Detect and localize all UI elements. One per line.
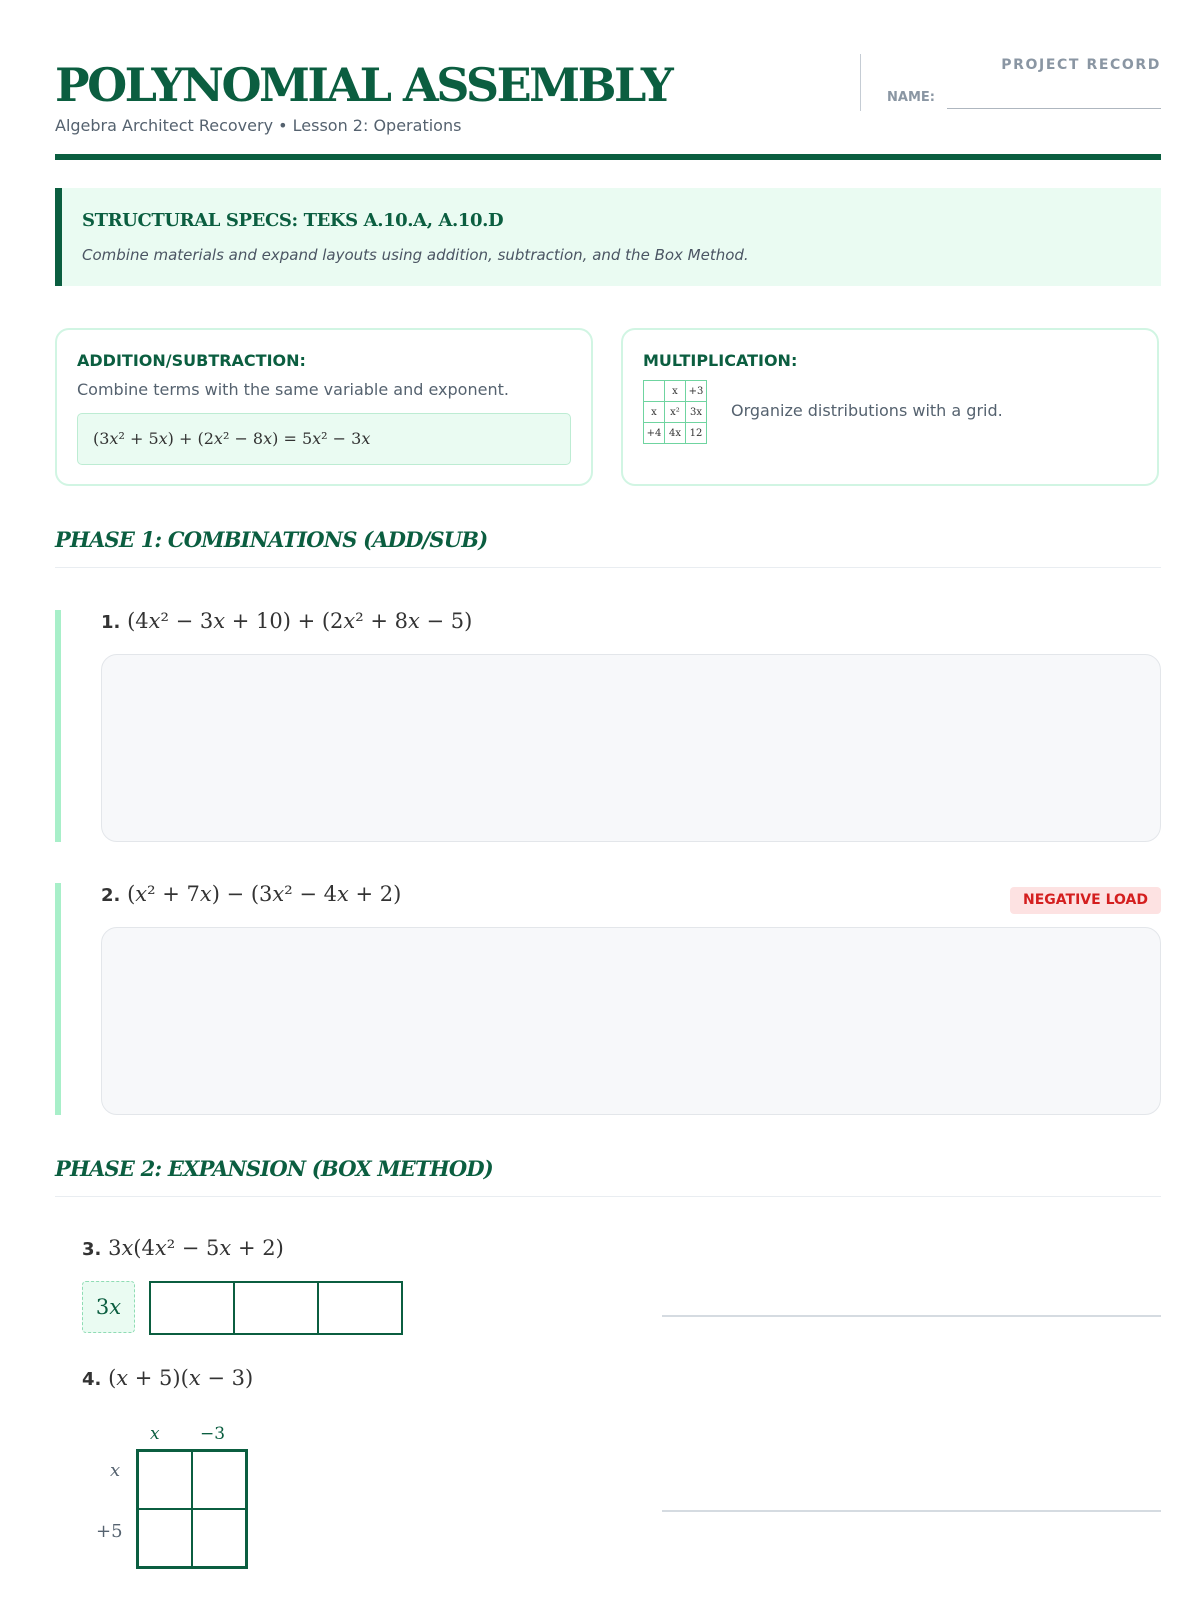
problem2-expression: (x² + 7x) − (3x² − 4x + 2) xyxy=(127,882,402,906)
grid-cell: 4x xyxy=(665,423,686,444)
phase1-rule xyxy=(55,567,1161,568)
box-cell[interactable] xyxy=(138,1451,193,1510)
grid-cell: x² xyxy=(665,402,686,423)
problem2-accent-bar xyxy=(55,883,61,1115)
header-rule xyxy=(55,154,1161,160)
grid-cell: x xyxy=(665,381,686,402)
addsub-example: (3x² + 5x) + (2x² − 8x) = 5x² − 3x xyxy=(77,413,571,465)
grid-cell xyxy=(644,381,665,402)
box-row-header: +5 xyxy=(96,1521,123,1542)
box-cell[interactable] xyxy=(192,1451,247,1510)
box-cell[interactable] xyxy=(318,1282,402,1334)
specs-title: STRUCTURAL SPECS: TEKS A.10.A, A.10.D xyxy=(82,210,504,231)
problem3-answer-line[interactable] xyxy=(662,1315,1161,1317)
phase2-title: PHASE 2: EXPANSION (BOX METHOD) xyxy=(55,1156,493,1181)
problem4-label xyxy=(82,1366,253,1390)
grid-cell: 3x xyxy=(686,402,707,423)
addsub-concept-card xyxy=(55,328,593,486)
problem3-expression: 3x(4x² − 5x + 2) xyxy=(108,1236,284,1260)
problem2-label xyxy=(101,882,401,906)
problem3-number: 3. xyxy=(82,1239,102,1260)
addsub-text: Combine terms with the same variable and exponent. xyxy=(77,380,509,399)
problem1-label xyxy=(101,609,472,633)
page-title: POLYNOMIAL ASSEMBLY xyxy=(55,58,672,112)
grid-cell: +4 xyxy=(644,423,665,444)
addsub-title: ADDITION/SUBTRACTION: xyxy=(77,351,306,370)
problem1-workspace[interactable] xyxy=(101,654,1161,842)
problem1-accent-bar xyxy=(55,610,61,842)
box-cell[interactable] xyxy=(138,1509,193,1568)
box-col-header: x xyxy=(150,1424,160,1444)
problem4-box-grid xyxy=(136,1449,248,1569)
header-divider xyxy=(860,54,861,111)
problem1-number: 1. xyxy=(101,612,121,633)
problem4-answer-line[interactable] xyxy=(662,1510,1161,1512)
project-record-label: PROJECT RECORD xyxy=(1001,57,1161,73)
mult-text: Organize distributions with a grid. xyxy=(731,401,1003,420)
problem2-number: 2. xyxy=(101,885,121,906)
problem3-box-row xyxy=(149,1281,403,1335)
page-subtitle: Algebra Architect Recovery • Lesson 2: Operations xyxy=(55,116,462,135)
problem4-expression: (x + 5)(x − 3) xyxy=(108,1366,254,1390)
grid-cell: +3 xyxy=(686,381,707,402)
mult-title: MULTIPLICATION: xyxy=(643,351,798,370)
problem3-label xyxy=(82,1236,284,1260)
problem1-expression: (4x² − 3x + 10) + (2x² + 8x − 5) xyxy=(127,609,473,633)
specs-description: Combine materials and expand layouts using addition, subtraction, and the Box Method. xyxy=(82,246,749,264)
problem2-workspace[interactable] xyxy=(101,927,1161,1115)
mini-box-grid xyxy=(643,380,707,444)
negative-load-badge: NEGATIVE LOAD xyxy=(1010,887,1161,914)
grid-cell: 12 xyxy=(686,423,707,444)
multiplication-concept-card xyxy=(621,328,1159,486)
name-label: NAME: xyxy=(887,90,935,105)
box-row-header: x xyxy=(110,1460,121,1481)
box-cell[interactable] xyxy=(150,1282,234,1334)
box-cell[interactable] xyxy=(234,1282,318,1334)
multiplier-box: 3x xyxy=(82,1281,135,1333)
phase2-rule xyxy=(55,1196,1161,1197)
problem4-number: 4. xyxy=(82,1369,102,1390)
grid-cell: x xyxy=(644,402,665,423)
box-col-header: −3 xyxy=(200,1424,226,1444)
phase1-title: PHASE 1: COMBINATIONS (ADD/SUB) xyxy=(55,527,488,552)
name-field[interactable] xyxy=(947,108,1161,109)
box-cell[interactable] xyxy=(192,1509,247,1568)
structural-specs-banner xyxy=(55,188,1161,286)
